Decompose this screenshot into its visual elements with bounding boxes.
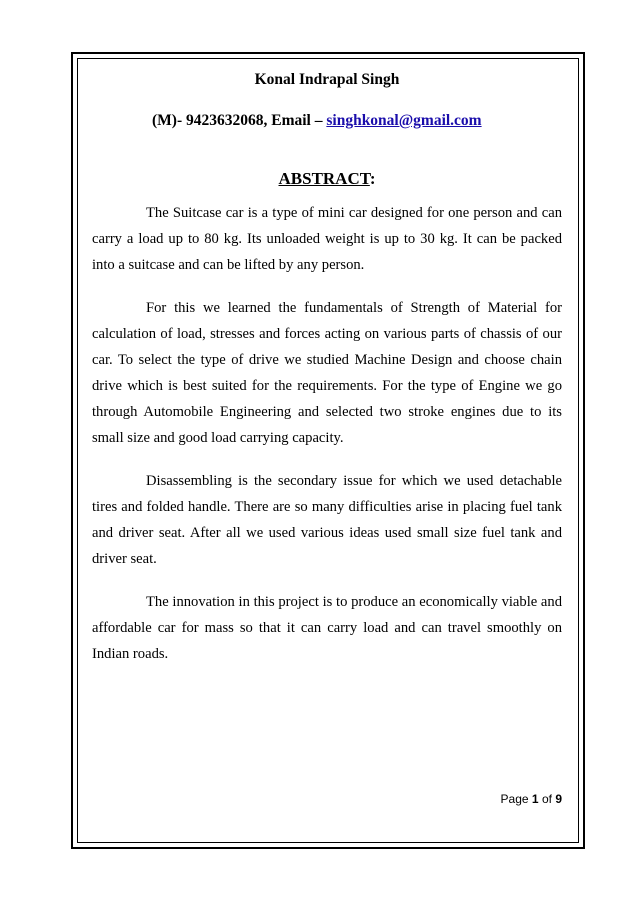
abstract-title: ABSTRACT bbox=[278, 169, 370, 188]
of-label: of bbox=[541, 792, 552, 806]
document-body bbox=[92, 66, 562, 667]
abstract-colon: : bbox=[369, 169, 376, 188]
email-link[interactable]: singhkonal@gmail.com bbox=[326, 112, 482, 129]
current-page: 1 bbox=[531, 792, 539, 806]
abstract-paragraph-1: The Suitcase car is a type of mini car designed for one person and can carry a load up to 80 kg. Its unloaded weight is up to 30 kg. It can be packed into a suitcase and can be lifted by any person. bbox=[92, 205, 562, 273]
abstract-heading bbox=[92, 166, 562, 192]
contact-phone: (M)- 9423632068, Email – bbox=[152, 112, 327, 129]
contact-line bbox=[152, 107, 562, 135]
page-label: Page bbox=[500, 792, 529, 806]
author-name: Konal Indrapal Singh bbox=[254, 71, 400, 88]
total-pages: 9 bbox=[555, 792, 562, 806]
abstract-paragraph-4: The innovation in this project is to produce an economically viable and affordable car for mass so that it can carry load and can travel smoothly on Indian roads. bbox=[92, 594, 562, 662]
page-number bbox=[404, 792, 562, 806]
abstract-paragraph-2: For this we learned the fundamentals of Strength of Material for calculation of load, stresses and forces acting on various parts of chassis of our car. To select the type of drive we studied Machine Design and choose chain drive which is best suited for the requirements. For the type of Engine we go through Automobile Engineering and selected two stroke engines due to its small size and good load carrying capacity. bbox=[92, 300, 562, 446]
abstract-paragraph-3: Disassembling is the secondary issue for which we used detachable tires and folded handle. There are so many difficulties arise in placing fuel tank and driver seat. After all we used various ideas used small size fuel tank and driver seat. bbox=[92, 473, 562, 567]
